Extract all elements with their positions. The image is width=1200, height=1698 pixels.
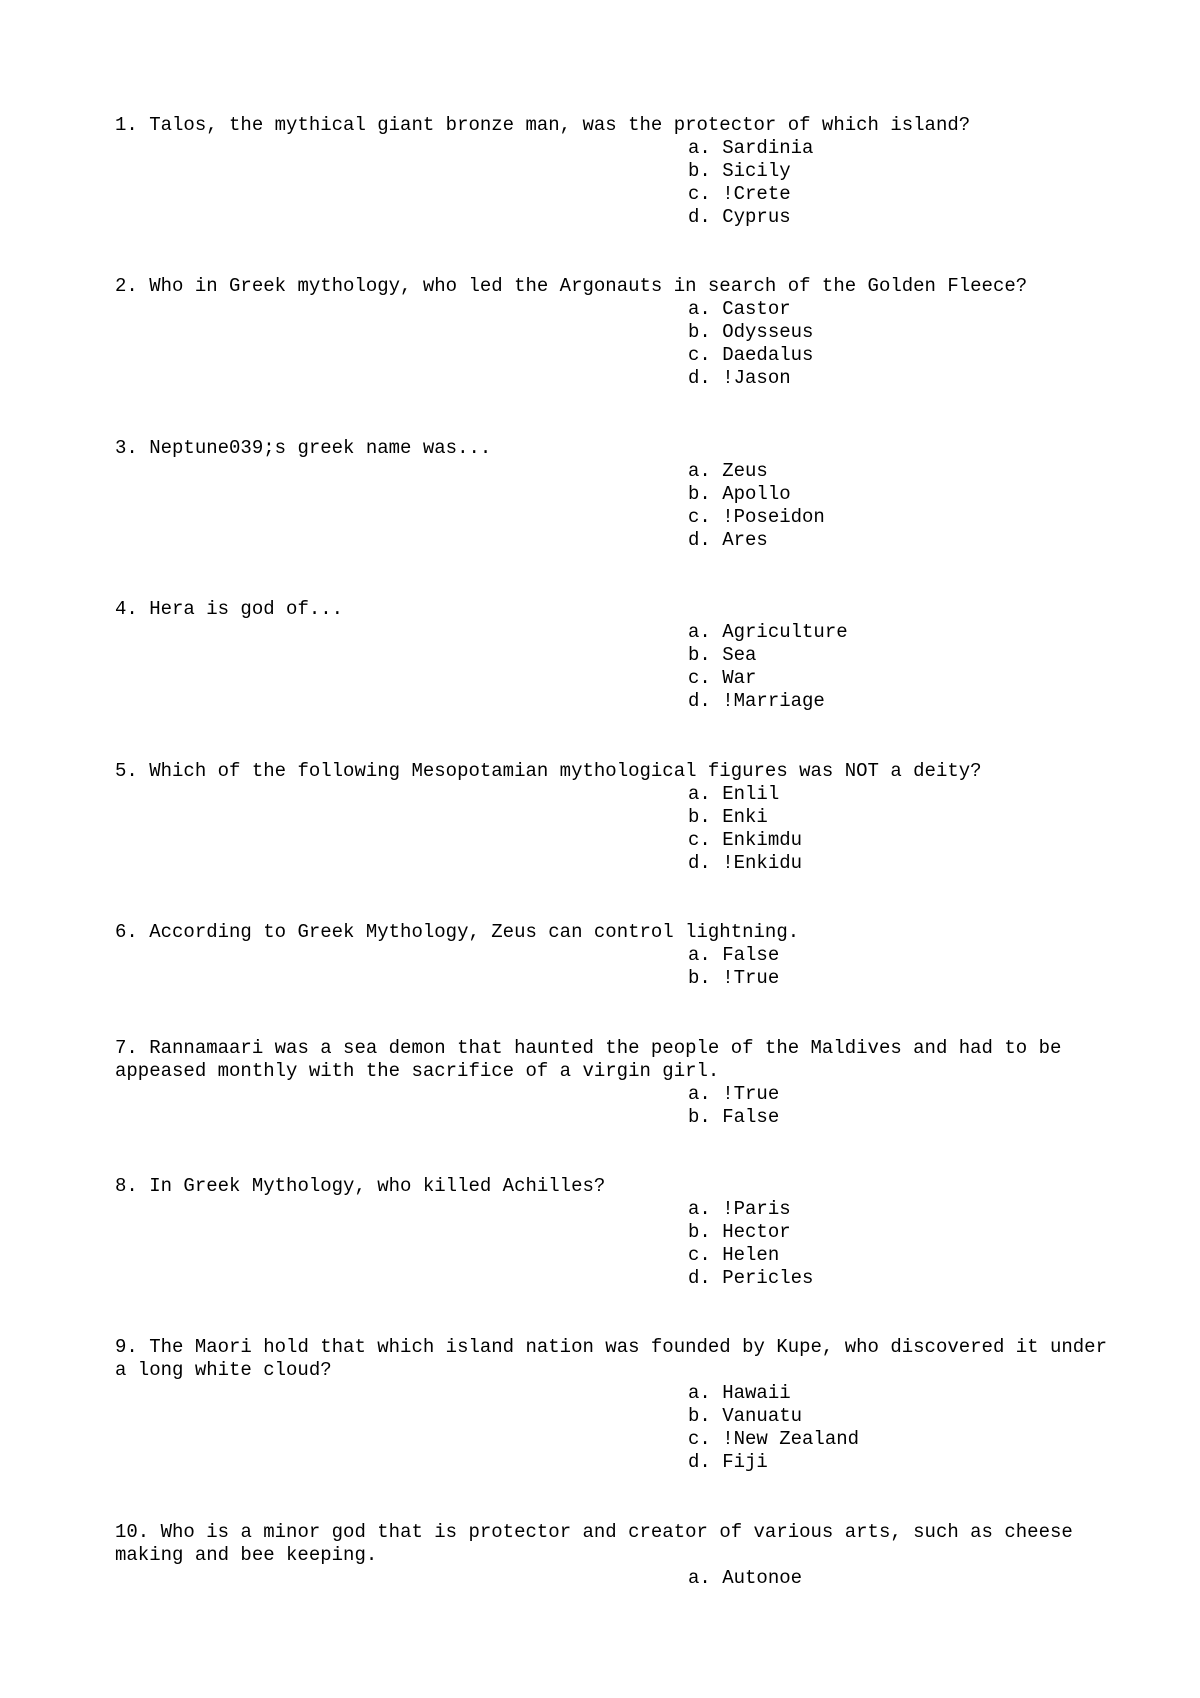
question-9 <box>115 1336 1119 1474</box>
answer-option <box>688 783 1115 806</box>
answer-options <box>115 1382 1115 1474</box>
option-letter: b. <box>688 1106 711 1128</box>
option-letter: d. <box>688 206 711 228</box>
question-body: Talos, the mythical giant bronze man, was the protector of which island? <box>149 114 971 136</box>
option-text: False <box>722 1106 780 1128</box>
answer-option <box>688 183 1115 206</box>
question-5 <box>115 760 1115 875</box>
answer-option <box>688 944 1115 967</box>
answer-option <box>688 1567 1115 1590</box>
option-text: Sicily <box>722 160 791 182</box>
question-4 <box>115 598 1115 713</box>
option-text: Hawaii <box>722 1382 791 1404</box>
question-body: According to Greek Mythology, Zeus can control lightning. <box>149 921 800 943</box>
answer-option <box>688 667 1115 690</box>
answer-option <box>688 1267 1115 1290</box>
answer-option <box>688 137 1115 160</box>
answer-option <box>688 344 1115 367</box>
option-letter: c. <box>688 829 711 851</box>
option-text: Sea <box>722 644 757 666</box>
answer-options <box>115 460 1115 552</box>
question-body: In Greek Mythology, who killed Achilles? <box>149 1175 606 1197</box>
answer-option <box>688 483 1115 506</box>
answer-option <box>688 644 1115 667</box>
question-body: Rannamaari was a sea demon that haunted the people of the Maldives and had to be appeased monthly with the sacrifice of a virgin girl. <box>115 1037 1073 1082</box>
option-text: Enkimdu <box>722 829 803 851</box>
option-text: Ares <box>722 529 768 551</box>
option-text: !Paris <box>722 1198 791 1220</box>
question-text <box>115 921 1115 944</box>
question-body: The Maori hold that which island nation was founded by Kupe, who discovered it under a long white cloud? <box>115 1336 1119 1381</box>
question-text <box>115 598 1115 621</box>
option-text: Autonoe <box>722 1567 803 1589</box>
question-text <box>115 1521 1115 1567</box>
question-number: 5. <box>115 760 138 782</box>
question-text <box>115 1336 1119 1382</box>
answer-option <box>688 529 1115 552</box>
answer-option <box>688 1106 1115 1129</box>
question-number: 7. <box>115 1037 138 1059</box>
option-text: Zeus <box>722 460 768 482</box>
option-letter: a. <box>688 944 711 966</box>
option-letter: c. <box>688 667 711 689</box>
option-letter: a. <box>688 1083 711 1105</box>
answer-option <box>688 1428 1115 1451</box>
option-letter: b. <box>688 483 711 505</box>
answer-options <box>115 944 1115 990</box>
option-letter: a. <box>688 137 711 159</box>
option-text: Daedalus <box>722 344 814 366</box>
option-letter: a. <box>688 783 711 805</box>
option-text: !Poseidon <box>722 506 825 528</box>
option-letter: b. <box>688 967 711 989</box>
question-1 <box>115 114 1115 229</box>
answer-option <box>688 1382 1115 1405</box>
answer-option <box>688 1198 1115 1221</box>
answer-options <box>115 1083 1115 1129</box>
option-letter: a. <box>688 1382 711 1404</box>
question-text <box>115 1175 1115 1198</box>
option-letter: b. <box>688 321 711 343</box>
option-letter: b. <box>688 1221 711 1243</box>
question-10 <box>115 1521 1115 1590</box>
option-letter: d. <box>688 690 711 712</box>
option-text: Enki <box>722 806 768 828</box>
option-letter: a. <box>688 1567 711 1589</box>
question-text <box>115 760 1115 783</box>
option-letter: c. <box>688 506 711 528</box>
option-text: War <box>722 667 757 689</box>
question-number: 2. <box>115 275 138 297</box>
option-text: Apollo <box>722 483 791 505</box>
question-number: 6. <box>115 921 138 943</box>
option-text: Pericles <box>722 1267 814 1289</box>
answer-option <box>688 506 1115 529</box>
option-text: Odysseus <box>722 321 814 343</box>
option-text: Enlil <box>722 783 780 805</box>
option-letter: c. <box>688 344 711 366</box>
question-number: 1. <box>115 114 138 136</box>
answer-option <box>688 806 1115 829</box>
answer-options <box>115 621 1115 713</box>
answer-option <box>688 321 1115 344</box>
option-text: !True <box>722 967 780 989</box>
question-number: 10. <box>115 1521 150 1543</box>
question-body: Hera is god of... <box>149 598 344 620</box>
option-letter: b. <box>688 160 711 182</box>
question-text <box>115 275 1115 298</box>
option-letter: a. <box>688 1198 711 1220</box>
answer-option <box>688 690 1115 713</box>
answer-option <box>688 1221 1115 1244</box>
answer-option <box>688 1083 1115 1106</box>
option-letter: b. <box>688 644 711 666</box>
answer-option <box>688 1451 1115 1474</box>
question-number: 9. <box>115 1336 138 1358</box>
option-letter: d. <box>688 852 711 874</box>
option-letter: b. <box>688 806 711 828</box>
answer-option <box>688 460 1115 483</box>
question-text <box>115 437 1115 460</box>
option-letter: c. <box>688 1428 711 1450</box>
option-letter: d. <box>688 529 711 551</box>
option-text: Helen <box>722 1244 780 1266</box>
option-text: Cyprus <box>722 206 791 228</box>
question-2 <box>115 275 1115 390</box>
answer-option <box>688 206 1115 229</box>
option-letter: d. <box>688 367 711 389</box>
answer-option <box>688 298 1115 321</box>
answer-option <box>688 367 1115 390</box>
answer-option <box>688 967 1115 990</box>
answer-options <box>115 783 1115 875</box>
option-text: !New Zealand <box>722 1428 860 1450</box>
answer-option <box>688 1405 1115 1428</box>
question-number: 8. <box>115 1175 138 1197</box>
answer-options <box>115 298 1115 390</box>
option-letter: c. <box>688 183 711 205</box>
option-text: Sardinia <box>722 137 814 159</box>
question-7 <box>115 1037 1115 1129</box>
answer-option <box>688 829 1115 852</box>
option-letter: d. <box>688 1267 711 1289</box>
question-text <box>115 114 1115 137</box>
question-6 <box>115 921 1115 990</box>
option-letter: a. <box>688 621 711 643</box>
option-letter: c. <box>688 1244 711 1266</box>
answer-option <box>688 1244 1115 1267</box>
option-letter: d. <box>688 1451 711 1473</box>
option-letter: a. <box>688 460 711 482</box>
question-body: Which of the following Mesopotamian mythological figures was NOT a deity? <box>149 760 982 782</box>
option-text: Agriculture <box>722 621 848 643</box>
option-text: Hector <box>722 1221 791 1243</box>
question-number: 4. <box>115 598 138 620</box>
option-text: !True <box>722 1083 780 1105</box>
option-text: !Enkidu <box>722 852 803 874</box>
option-text: Castor <box>722 298 791 320</box>
answer-options <box>115 137 1115 229</box>
option-text: !Marriage <box>722 690 825 712</box>
question-text <box>115 1037 1115 1083</box>
option-text: Vanuatu <box>722 1405 803 1427</box>
option-text: !Crete <box>722 183 791 205</box>
answer-option <box>688 852 1115 875</box>
option-letter: b. <box>688 1405 711 1427</box>
question-body: Who in Greek mythology, who led the Argonauts in search of the Golden Fleece? <box>149 275 1028 297</box>
option-text: !Jason <box>722 367 791 389</box>
option-text: Fiji <box>722 1451 768 1473</box>
answer-options <box>115 1198 1115 1290</box>
question-8 <box>115 1175 1115 1290</box>
answer-option <box>688 621 1115 644</box>
answer-option <box>688 160 1115 183</box>
option-letter: a. <box>688 298 711 320</box>
question-3 <box>115 437 1115 552</box>
question-body: Neptune039;s greek name was... <box>149 437 492 459</box>
answer-options <box>115 1567 1115 1590</box>
question-number: 3. <box>115 437 138 459</box>
option-text: False <box>722 944 780 966</box>
question-body: Who is a minor god that is protector and creator of various arts, such as cheese making and bee keeping. <box>115 1521 1085 1566</box>
